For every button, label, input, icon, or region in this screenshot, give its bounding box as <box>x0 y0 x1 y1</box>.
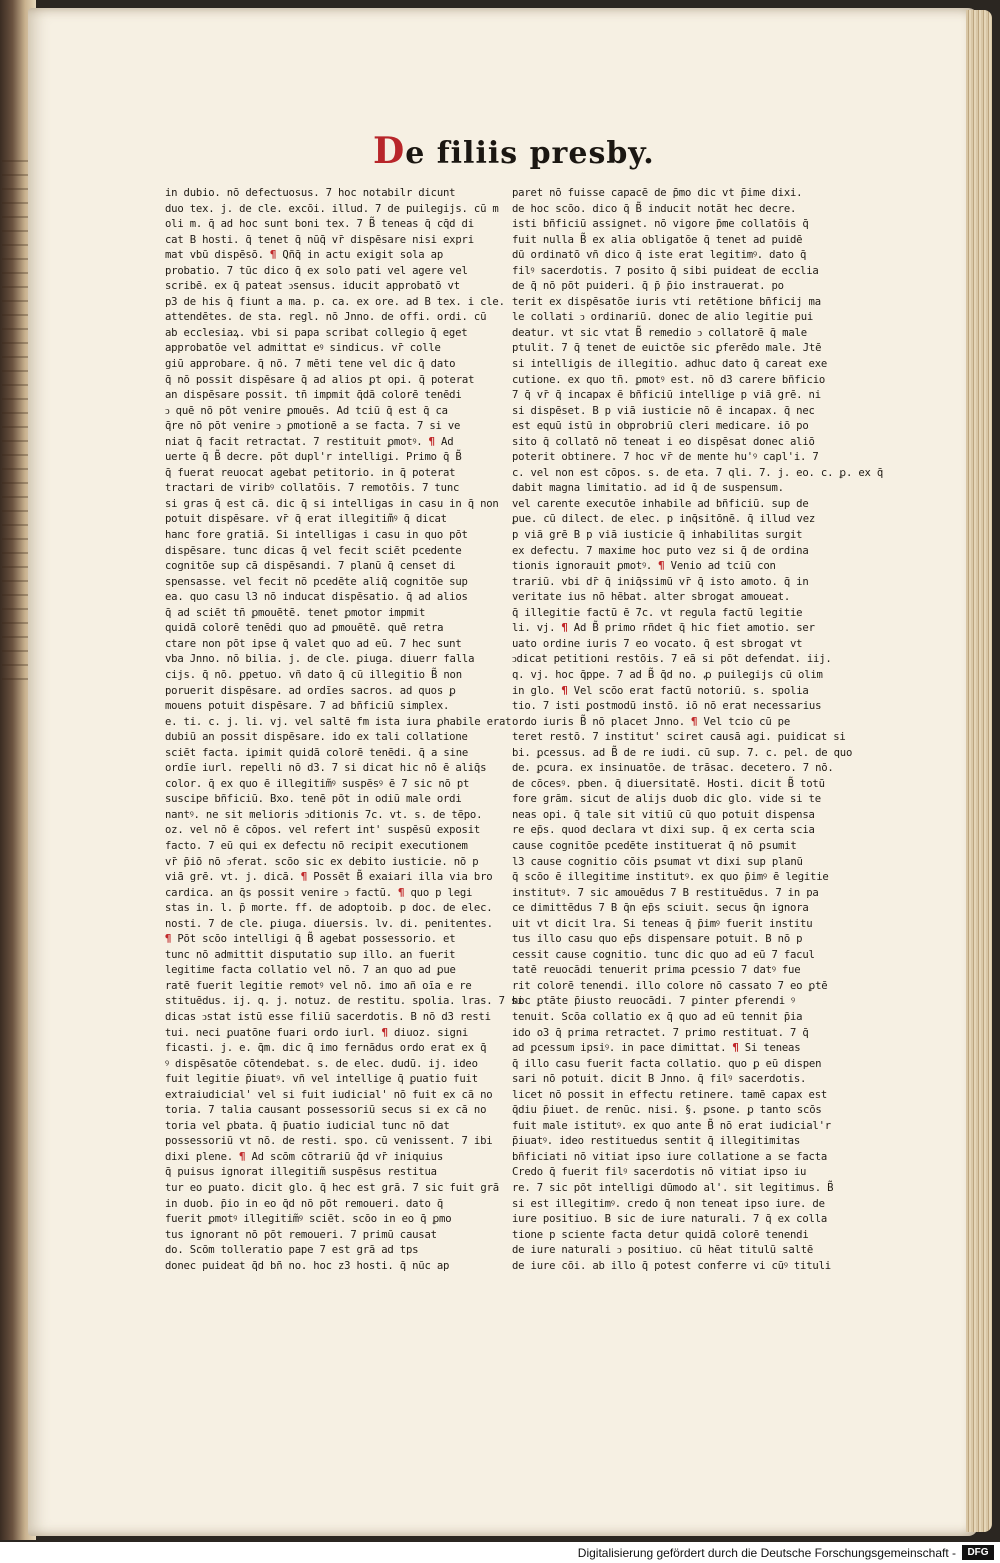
text-line: dabit magna limitatio. ad id q̄ de suspensum. <box>512 482 784 495</box>
text-line: tunc nō admittit disputatio sup illo. an fuerit <box>165 948 456 961</box>
text-line: in dubio. nō defectuosus. 7 hoc notabilr dicunt <box>165 187 456 199</box>
page-heading <box>373 130 655 174</box>
text-line: uerte q̄ B̃ decre. pōt dupl'r intelligi. Primo q̄ B̃ <box>165 451 462 464</box>
paragraph-mark: ¶ <box>398 886 405 899</box>
text-line: sciēt facta. iꝑimit quidā colorē tenēdi. q̄ a sine <box>165 746 469 759</box>
text-line: color. q̄ ex quo ē illegitim̃ꝰ suspēsꝰ ē 7 sic nō pt <box>165 777 470 790</box>
paragraph-mark: ¶ <box>239 1150 246 1163</box>
text-line: cessit cause cognitio. tunc dic quo ad eū 7 facul <box>512 948 815 961</box>
text-line: oz. vel nō ē cōpos. vel refert int' suspēsū exposit <box>165 824 481 837</box>
text-line: dubiū an possit dispēsare. ido ex tali collatione <box>165 731 468 744</box>
text-line: dicas ↄstat istū esse filiū sacerdotis. B nō d3 resti <box>165 1010 491 1023</box>
text-line: approbatōe vel admittat eꝰ sindicus. vr̄ colle <box>165 342 441 355</box>
text-line: q̄ scōo ē illegitime institutꝰ. ex quo p̄imꝰ ē legitie <box>512 871 829 884</box>
text-line: de iure naturali ↄ positiuo. cū hēat titulū saltē <box>512 1244 814 1257</box>
paragraph-mark: ¶ <box>561 622 568 635</box>
text-column-left <box>165 186 524 1274</box>
text-line: giū approbare. q̄ nō. 7 mēti tene vel dic q̄ dato <box>165 358 456 371</box>
text-line: tur eo ꝑuato. dicit glo. q̄ hec est grā. 7 sic fuit grā <box>165 1182 499 1194</box>
text-line: oli m. q̄ ad hoc sunt boni tex. 7 B̃ teneas q̄ cq̄d di <box>165 218 474 231</box>
text-line: p̄iuatꝰ. ideo restituedus sentit q̄ illegitimitas <box>512 1135 801 1148</box>
text-line: de iure cōi. ab illo q̄ potest conferre vi cūꝰ tituli <box>512 1259 831 1272</box>
text-line: nosti. 7 de cle. ꝑiuga. diuersis. lv. di. penitentes. <box>165 917 493 930</box>
text-line: hoc ꝑtāte p̄iusto reuocādi. 7 ꝑinter ꝑferendi ꝰ <box>512 995 795 1008</box>
text-line: cijs. q̄ nō. ꝑpetuo. vñ dato q̄ cū illegitio B̃ non <box>165 668 462 681</box>
left-page-text-edge <box>2 160 30 680</box>
text-line: dixi plene. ¶ Ad scōm cōtrariū q̄d vr̄ iniquius <box>165 1150 444 1163</box>
text-line: neas opi. q̄ tale sit vitiū cū quo potuit dispensa <box>512 808 815 821</box>
text-line: stas in. l. p̄ morte. ff. de adoptoib. p doc. de elec. <box>165 902 493 915</box>
text-line: q̄ puisus ignorat illegitim̃ suspēsus restitua <box>165 1166 437 1179</box>
text-line: legitime facta collatio vel nō. 7 an quo ad ꝑue <box>165 964 456 977</box>
text-line: duo tex. j. de cle. excōi. illud. 7 de puilegijs. cū m <box>165 202 499 215</box>
text-line: 7 q̄ vr̄ q̄ incapax ē bñficiū intellige p viā grē. ni <box>512 389 821 402</box>
text-line: si intelligis de illegitio. adhuc dato q̄ careat exe <box>512 358 828 371</box>
text-column-right <box>512 186 884 1274</box>
text-line: terit ex dispēsatōe iuris vti retētione bñficij ma <box>512 295 821 308</box>
text-line: c. vel non est cōpos. s. de eta. 7 qli. 7. j. eo. c. ꝑ. ex q̄ <box>512 466 884 479</box>
text-line: mat vbū dispēsō. ¶ Qñq̄ in actu exigit sola ap <box>165 249 444 262</box>
text-line: fuerit ꝑmotꝰ illegitim̃ꝰ sciēt. scōo in eo q̄ ꝑmo <box>165 1213 452 1226</box>
paragraph-mark: ¶ <box>270 249 277 262</box>
heading-text: e filiis presby. <box>405 136 655 171</box>
text-line: tenuit. Scōa collatio ex q̄ quo ad eū tennit p̄ia <box>512 1010 803 1023</box>
text-line: q̄ ad sciēt tn̄ ꝑmouētē. tenet ꝑmotor impmit <box>165 606 426 619</box>
text-line: q̄ illegitie factū ē 7c. vt regula factū legitie <box>512 606 803 619</box>
text-line: facto. 7 eū qui ex defectu nō recipit executionem <box>165 839 468 852</box>
text-line: de q̄ nō pōt puideri. q̄ p̄ p̄io instrauerat. po <box>512 280 784 293</box>
text-line: ordīe iurl. repelli nō d3. 7 si dicat hic nō ē aliq̄s <box>165 762 487 775</box>
text-line: filꝰ sacerdotis. 7 posito q̄ sibi puideat de ecclia <box>512 264 819 277</box>
text-line: cause cognitōe pcedēte instituerat q̄ nō ꝑsumit <box>512 839 797 852</box>
text-line: ficasti. j. e. q̄m. dic q̄ imo fernādus ordo erat ex q̄ <box>165 1042 487 1055</box>
text-line: p viā grē B p viā iusticie q̄ inhabilitas surgit <box>512 529 803 542</box>
text-line: niat q̄ facit retractat. 7 restituit ꝑmotꝰ. ¶ Ad <box>165 435 454 448</box>
text-line: probatio. 7 tūc dico q̄ ex solo pati vel agere vel <box>165 264 468 277</box>
page-fore-edge <box>966 10 992 1532</box>
text-line: spensasse. vel fecit nō pcedēte aliq̄ cognitōe sup <box>165 575 468 588</box>
text-line: sito q̄ collatō nō teneat i eo dispēsat donec aliō <box>512 435 815 448</box>
text-line: bi. ꝑcessus. ad B̃ de re iudi. cū sup. 7. c. pel. de quo <box>512 746 853 759</box>
text-line: nantꝰ. ne sit melioris ↄditionis 7c. vt. s. de tēpo. <box>165 808 483 821</box>
text-line: vba Jnno. nō bilia. j. de cle. ꝑiuga. diuerr falla <box>165 653 475 666</box>
text-line: li. vj. ¶ Ad B̃ primo rñdet q̄ hic fiet amotio. ser <box>512 622 815 635</box>
paragraph-mark: ¶ <box>732 1042 739 1055</box>
paragraph-mark: ¶ <box>428 435 435 448</box>
text-line: ptulit. 7 q̄ tenet de euictōe sic ꝑferēdo male. Jtē <box>512 342 822 355</box>
text-line: licet nō possit in effectu retinere. tamē capax est <box>512 1088 828 1101</box>
text-line: deatur. vt sic vtat B̃ remedio ↄ collatorē q̄ male <box>512 326 807 339</box>
text-line: poterit obtinere. 7 hoc vr̄ de mente hu'ꝰ capl'i. 7 <box>512 451 819 464</box>
text-line: ido o3 q̄ prima retractet. 7 primo restituat. 7 q̄ <box>512 1026 809 1039</box>
text-line: tui. neci ꝑuatōne fuari ordo iurl. ¶ diuoz. signi <box>165 1026 469 1039</box>
text-line: vr̄ p̄iō nō ↄferat. scōo sic ex debito iusticie. nō p <box>165 855 479 868</box>
text-line: toria vel ꝑbata. q̄ p̄uatio iudicial tunc nō dat <box>165 1119 450 1132</box>
paragraph-mark: ¶ <box>691 715 698 728</box>
text-line: tractari de viribꝰ collatōis. 7 remotōis. 7 tunc <box>165 482 460 495</box>
text-line: teret restō. 7 institut' sciret causā agi. puidicat si <box>512 731 846 744</box>
text-line: dū ordinatō vñ dico q̄ iste erat legitimꝰ. dato q̄ <box>512 249 807 262</box>
text-line: tus illo casu quo ep̄s dispensare potuit. B nō p <box>512 933 803 946</box>
paragraph-mark: ¶ <box>381 1026 388 1039</box>
text-line: Credo q̄ fuerit filꝰ sacerdotis nō vitiat ipso iu <box>512 1166 807 1179</box>
text-line: le collati ↄ ordinariū. donec de alio legitie pui <box>512 311 814 324</box>
text-line: si gras q̄ est cā. dic q̄ si intelligas in casu in q̄ non <box>165 497 499 510</box>
text-line: fuit nulla B̃ ex alia obligatōe q̄ tenet ad puidē <box>512 233 803 246</box>
text-line: tio. 7 isti ꝑostmodū instō. iō nō erat necessarius <box>512 700 822 713</box>
text-line: scribē. ex q̄ pateat ↄsensus. iducit approbatō vt <box>165 280 460 293</box>
text-line: dispēsare. tunc dicas q̄ vel fecit sciēt pcedente <box>165 544 462 557</box>
text-line: re. 7 sic pōt intelligi dūmodo al'. sit legitimus. B̃ <box>512 1182 834 1194</box>
text-line: q. vj. hoc q̄ppe. 7 ad B̃ q̄d no. ꝓ puilegijs cū olim <box>512 668 823 681</box>
text-line: tus ignorant nō pōt remoueri. 7 primū causat <box>165 1228 437 1241</box>
text-line: viā grē. vt. j. dicā. ¶ Possēt B̃ exaiari illa via bro <box>165 871 493 884</box>
text-line: q̄ nō possit dispēsare q̄ ad alios ꝑt opi. q̄ poterat <box>165 373 475 386</box>
heading-initial: D <box>373 130 406 172</box>
text-line: l3 cause cognitio cōis ꝑsumat vt dixi sup planū <box>512 855 803 868</box>
text-line: veritate ius nō hēbat. alter sbrogat amoueat. <box>512 591 791 604</box>
text-line: an dispēsare possit. tn̄ impmit q̄dā colorē tenēdi <box>165 389 462 402</box>
text-line: ab ecclesiaꝝ. vbi si papa scribat collegio q̄ eget <box>165 326 468 339</box>
text-line: fore grām. sicut de alijs duob dic glo. vide si te <box>512 793 821 806</box>
text-line: rit colorē tenendi. illo colore nō cassato 7 eo ꝑtē <box>512 979 828 992</box>
paragraph-mark: ¶ <box>658 560 665 573</box>
footer-credit: Digitalisierung gefördert durch die Deutsche Forschungsgemeinschaft - <box>577 1546 956 1560</box>
text-line: in duob. p̄io in eo q̄d nō pōt remoueri. dato q̄ <box>165 1197 444 1210</box>
text-line: suscipe bñficiū. Bxo. tenē pōt in odiū male ordi <box>165 793 462 806</box>
text-line: ad ꝑcessum ipsiꝰ. in pace dimittat. ¶ Si teneas <box>512 1042 801 1055</box>
text-line: ↄdicat petitioni restōis. 7 eā si pōt defendat. iij. <box>512 653 832 666</box>
text-line: de. ꝑcura. ex insinuatōe. de trāsac. decetero. 7 nō. <box>512 762 834 775</box>
text-line: potuit dispēsare. vr̄ q̄ erat illegitim̃ꝰ q̄ dicat <box>165 513 447 526</box>
text-line: uit vt dicit lra. Si teneas q̄ p̄imꝰ fuerit institu <box>512 917 813 930</box>
text-line: toria. 7 talia causant possessoriū secus si ex cā no <box>165 1104 487 1117</box>
text-line: iure positiuo. B sic de iure naturali. 7 q̄ ex colla <box>512 1213 828 1226</box>
text-line: re ep̄s. quod declara vt dixi sup. q̄ ex certa scia <box>512 824 815 837</box>
text-line: ordo iuris B̃ nō placet Jnno. ¶ Vel tcio cū pe <box>512 715 791 728</box>
text-line: attendētes. de sta. regl. nō Jnno. de offi. ordi. cū <box>165 311 487 324</box>
text-line: do. Scōm tolleratio pape 7 est grā ad tps <box>165 1244 419 1257</box>
text-line: stituēdus. ij. q. j. notuz. de restitu. spolia. lras. 7 si <box>165 995 524 1008</box>
text-line: sari nō potuit. dicit B Jnno. q̄ filꝰ sacerdotis. <box>512 1073 807 1086</box>
text-line: poruerit dispēsare. ad ordīes sacros. ad quos ꝑ <box>165 684 456 697</box>
text-line: ea. quo casu l3 nō inducat dispēsatio. q̄ ad alios <box>165 591 468 604</box>
text-line: vel carente executōe inhabile ad bñficiū. sup de <box>512 497 809 510</box>
text-line: q̄ fuerat reuocat agebat petitorio. in q̄ poterat <box>165 466 456 479</box>
text-line: paret nō fuisse capacē de p̄mo dic vt p̄ime dixi. <box>512 187 803 199</box>
text-line: bñficiati nō vitiat ipso iure collatione a se facta <box>512 1150 828 1163</box>
dfg-logo: DFG <box>962 1545 994 1560</box>
text-line: de cōcesꝰ. pben. q̄ diuersitatē. Hosti. dicit B̃ totū <box>512 777 825 790</box>
text-line: ↄ quē nō pōt venire ꝑmouēs. Ad tciū q̄ est q̄ ca <box>165 404 448 417</box>
text-line: q̄diu p̄iuet. de renūc. nisi. §. ꝑsone. ꝑ tanto scōs <box>512 1104 822 1117</box>
text-line: cognitōe sup cā dispēsandi. 7 planū q̄ censet di <box>165 560 456 573</box>
text-line: tatē reuocādi tenuerit prima ꝑcessio 7 datꝰ fue <box>512 964 801 977</box>
text-line: q̄re nō pōt venire ↄ ꝑmotionē a se facta. 7 si ve <box>165 420 461 433</box>
text-line: ꝰ dispēsatōe cōtendebat. s. de elec. dudū. ij. ideo <box>165 1057 478 1070</box>
text-line: tionis ignorauit ꝑmotꝰ. ¶ Venio ad tciū con <box>512 560 776 573</box>
text-line: ex defectu. 7 maxime hoc puto vez si q̄ de ordina <box>512 544 809 557</box>
text-line: possessoriū vt nō. de resti. spo. cū venissent. 7 ibi <box>165 1135 493 1148</box>
text-line: ctare non pōt ipse q̄ valet quo ad eū. 7 hec sunt <box>165 637 462 650</box>
text-line: fuit male istitutꝰ. ex quo ante B̃ nō erat iudicial'r <box>512 1119 831 1132</box>
paragraph-mark: ¶ <box>561 684 568 697</box>
text-line: est equū istū in obprobriū cleri medicare. iō po <box>512 420 809 433</box>
text-line: quidā colorē tenēdi quo ad ꝑmouētē. quē retra <box>165 622 444 635</box>
text-line: p3 de his q̄ fiunt a ma. p. ca. ex ore. ad B tex. i cle. <box>165 295 505 308</box>
text-line: de hoc scōo. dico q̄ B̃ inducit notāt hec decre. <box>512 202 797 215</box>
text-line: mouens potuit dispēsare. 7 ad bñficiū simplex. <box>165 700 450 713</box>
text-line: trariū. vbi dr̄ q̄ iniq̄ssimū vr̄ q̄ isto amoto. q̄ in <box>512 575 809 588</box>
paragraph-mark: ¶ <box>300 871 308 884</box>
book-page <box>28 8 978 1536</box>
text-line: ce dimittēdus 7 B q̄n ep̄s sciuit. secus q̄n ignora <box>512 902 809 915</box>
text-line: si est illegitimꝰ. credo q̄ non teneat ipso iure. de <box>512 1197 825 1210</box>
text-line: cutione. ex quo tn̄. ꝑmotꝰ est. nō d3 carere bñficio <box>512 373 826 386</box>
text-line: cardica. an q̄s possit venire ↄ factū. ¶ quo p legi <box>165 886 473 899</box>
text-line: si dispēset. B p viā iusticie nō ē incapax. q̄ nec <box>512 404 815 417</box>
paragraph-mark: ¶ <box>165 933 172 946</box>
text-line: in glo. ¶ Vel scōo erat factū notoriū. s. spolia <box>512 684 809 697</box>
text-line: q̄ illo casu fuerit facta collatio. quo ꝑ eū dispen <box>512 1057 822 1070</box>
text-line: institutꝰ. 7 sic amouēdus 7 B restituēdus. 7 in pa <box>512 886 819 899</box>
footer-bar <box>0 1542 1000 1563</box>
text-line: ¶ Pōt scōo intelligi q̄ B̃ agebat possessorio. et <box>165 933 456 946</box>
text-line: extraiudicial' vel si fuit iudicial' nō fuit ex cā no <box>165 1088 493 1101</box>
text-line: fuit legitie p̄iuatꝰ. vñ vel intellige q̄ ꝑuatio fuit <box>165 1073 478 1086</box>
text-line: uato ordine iuris 7 eo vocato. q̄ est sbrogat vt <box>512 637 803 650</box>
text-line: isti bñficiū assignet. nō vigore p̄me collatōis q̄ <box>512 218 809 231</box>
text-line: e. ti. c. j. li. vj. vel saltē fm ista iura ꝑhabile erat <box>165 715 512 728</box>
text-line: hanc fore gratiā. Si intelligas i casu in quo pōt <box>165 529 468 542</box>
text-line: cat B hosti. q̄ tenet q̄ nūq̄ vr̄ dispēsare nisi expri <box>165 233 474 246</box>
text-line: tione p sciente facta detur quidā colorē tenendi <box>512 1228 809 1241</box>
text-line: donec puideat q̄d bñ no. hoc z3 hosti. q̄ nūc ap <box>165 1259 450 1272</box>
text-line: ꝑue. cū dilect. de elec. p inq̄sitōnē. q̄ illud vez <box>512 513 816 526</box>
text-line: ratē fuerit legitie remotꝰ vel nō. imo añ oīa e re <box>165 979 472 992</box>
